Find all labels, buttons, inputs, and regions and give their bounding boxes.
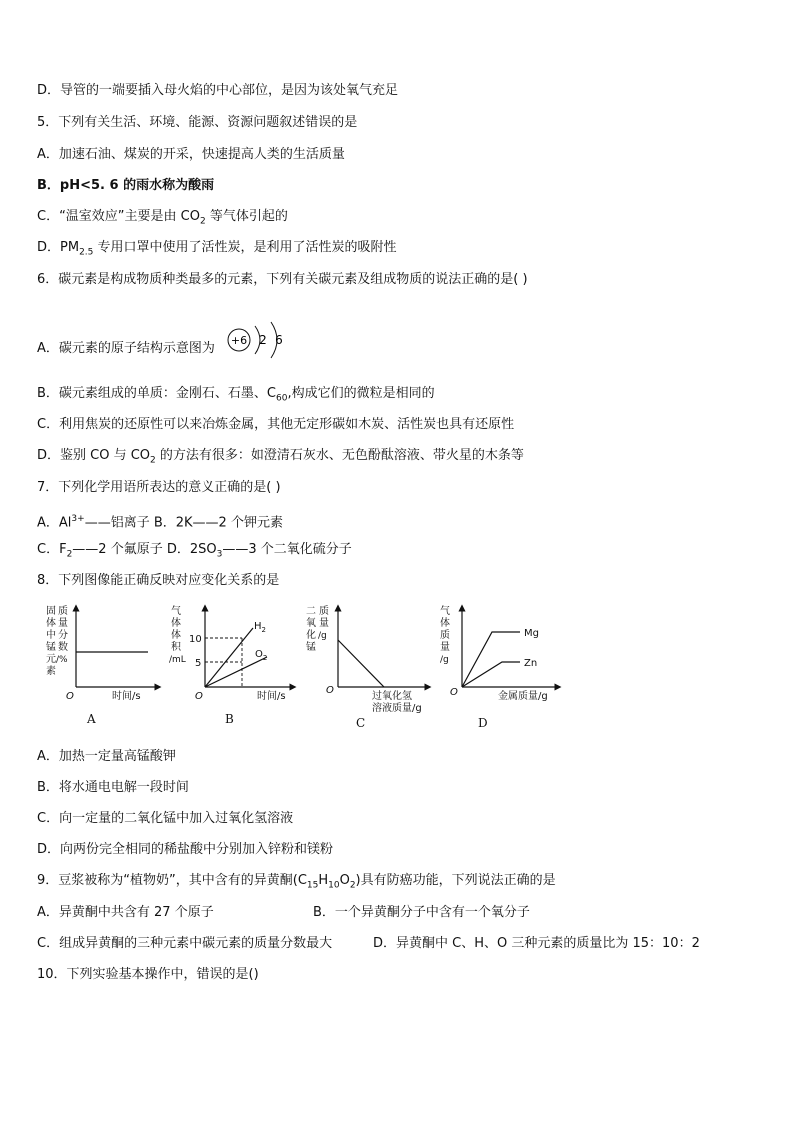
graph-d-ylabel-4: 量 xyxy=(440,642,450,653)
graph-a-xlabel: 时间/s xyxy=(112,691,141,702)
graph-a-ylabel2-4: 数 xyxy=(58,642,68,653)
graph-c-ylabel-2: 氧 xyxy=(306,618,316,629)
q8-option-c: C．向一定量的二氧化锰中加入过氧化氢溶液 xyxy=(37,811,294,826)
graph-a-ylabel-6: 素 xyxy=(46,666,56,677)
q5-option-a: A．加速石油、煤炭的开采，快速提高人类的生活质量 xyxy=(37,147,345,162)
q5-option-c: C．“温室效应”主要是由 $CO_2$ 等气体引起的 xyxy=(37,209,288,227)
graph-a-ylabel2-5: /% xyxy=(56,655,68,665)
q9-option-d: D．异黄酮中 C、H、O 三种元素的质量比为 15：10：2 xyxy=(373,936,700,951)
q6-option-a: A．碳元素的原子结构示意图为 +6 2 6 xyxy=(37,320,295,377)
graph-a-ylabel-1: 固 xyxy=(46,606,56,617)
graph-b-h2-label: $H_2$ xyxy=(254,621,266,634)
q8-stem: 8．下列图像能正确反映对应变化关系的是 xyxy=(37,573,280,588)
graph-d-caption: D xyxy=(478,716,488,730)
graph-a-caption: A xyxy=(87,712,96,726)
graph-a xyxy=(40,602,165,707)
graph-d-ylabel-5: /g xyxy=(440,655,449,665)
q8-option-d: D．向两份完全相同的稀盐酸中分别加入锌粉和镁粉 xyxy=(37,842,334,857)
q8-option-a: A．加热一定量高锰酸钾 xyxy=(37,749,176,764)
atom-shell2: 6 xyxy=(275,333,283,347)
q7-options-cd: C．$F_2——2$ 个氟原子 D．$2SO_3——3$ 个二氧化硫分子 xyxy=(37,542,352,560)
q10-stem: 10．下列实验基本操作中，错误的是() xyxy=(37,967,259,982)
graph-a-ylabel2-3: 分 xyxy=(58,630,68,641)
graph-a-ylabel-2: 体 xyxy=(46,618,56,629)
graph-b-ylabel-4: 积 xyxy=(171,642,181,653)
graph-c-ylabel2-3: /g xyxy=(318,631,327,641)
graph-a-ylabel-5: 元 xyxy=(46,654,56,665)
graph-b-xlabel: 时间/s xyxy=(257,691,286,702)
graph-b-origin: O xyxy=(195,691,203,702)
graph-a-ylabel-3: 中 xyxy=(46,630,56,641)
q5-stem: 5．下列有关生活、环境、能源、资源问题叙述错误的是 xyxy=(37,115,358,130)
graph-b-ylabel-3: 体 xyxy=(171,630,181,641)
q7-options-ab: A．$Al^{3+}——$铝离子 B．2K——2 个钾元素 xyxy=(37,514,283,531)
graph-b-tick-10: 10 xyxy=(189,634,202,645)
q7-stem: 7．下列化学用语所表达的意义正确的是( ) xyxy=(37,480,281,495)
graph-d-ylabel-1: 气 xyxy=(440,606,450,617)
q6-option-c: C．利用焦炭的还原性可以来冶炼金属，其他无定形碳如木炭、活性炭也具有还原性 xyxy=(37,417,515,432)
graph-d xyxy=(430,602,565,707)
graph-b-tick-5: 5 xyxy=(195,658,202,669)
graph-a-ylabel2-2: 量 xyxy=(58,618,68,629)
graph-c-ylabel2-2: 量 xyxy=(319,618,329,629)
atom-nucleus: +6 xyxy=(230,334,248,347)
graph-c-caption: C xyxy=(356,716,366,730)
graph-c-xlabel-2: 溶液质量/g xyxy=(372,703,422,714)
q5-option-d: D．$PM_{2.5}$ 专用口罩中使用了活性炭，是利用了活性炭的吸附性 xyxy=(37,240,397,258)
graph-b-ylabel-2: 体 xyxy=(171,618,181,629)
graph-d-ylabel-2: 体 xyxy=(440,618,450,629)
graph-c-ylabel2-1: 质 xyxy=(319,606,329,617)
graph-b-o2-label: $O_2$ xyxy=(255,649,268,662)
graph-c-ylabel-1: 二 xyxy=(306,606,316,617)
carbon-atom-diagram xyxy=(225,320,295,377)
graph-d-mg-label: Mg xyxy=(524,628,539,639)
graph-d-xlabel: 金属质量/g xyxy=(498,691,548,702)
graph-a-origin: O xyxy=(66,691,74,702)
graph-c-xlabel-1: 过氧化氢 xyxy=(372,691,412,702)
graph-a-ylabel-4: 锰 xyxy=(46,642,56,653)
graph-c xyxy=(300,602,435,717)
q9-option-b: B．一个异黄酮分子中含有一个氧分子 xyxy=(313,905,530,920)
q5-option-b: B．pH<5. 6 的雨水称为酸雨 xyxy=(37,178,215,193)
graph-b-ylabel-5: /mL xyxy=(169,655,186,665)
graph-b xyxy=(165,602,300,707)
graph-b-ylabel-1: 气 xyxy=(171,606,181,617)
q9-option-c: C．组成异黄酮的三种元素中碳元素的质量分数最大 xyxy=(37,936,333,951)
atom-shell1: 2 xyxy=(259,333,267,347)
q6-option-d: D．鉴别 CO 与 $CO_2$ 的方法有很多：如澄清石灰水、无色酚酞溶液、带火星的木条等 xyxy=(37,448,524,466)
graph-c-ylabel-3: 化 xyxy=(306,630,316,641)
graph-c-ylabel-4: 锰 xyxy=(306,642,316,653)
q9-option-a: A．异黄酮中共含有 27 个原子 xyxy=(37,905,214,920)
q8-option-b: B．将水通电电解一段时间 xyxy=(37,780,189,795)
q9-stem: 9．豆浆被称为“植物奶”，其中含有的异黄酮$(C_{15}H_{10}O_2)$具有防癌功能，下列说法正确的是 xyxy=(37,873,556,891)
graph-d-origin: O xyxy=(450,687,458,698)
q4-option-d: D．导管的一端要插入母火焰的中心部位，是因为该处氧气充足 xyxy=(37,83,399,98)
q6-option-b: B．碳元素组成的单质：金刚石、石墨、$C_{60}$,构成它们的微粒是相同的 xyxy=(37,386,435,404)
graph-d-ylabel-3: 质 xyxy=(440,630,450,641)
graph-a-ylabel2-1: 质 xyxy=(58,606,68,617)
graph-d-zn-label: Zn xyxy=(524,658,538,669)
graph-b-caption: B xyxy=(225,712,234,726)
q6-stem: 6．碳元素是构成物质种类最多的元素，下列有关碳元素及组成物质的说法正确的是( ) xyxy=(37,272,528,287)
graph-c-origin: O xyxy=(326,685,334,696)
